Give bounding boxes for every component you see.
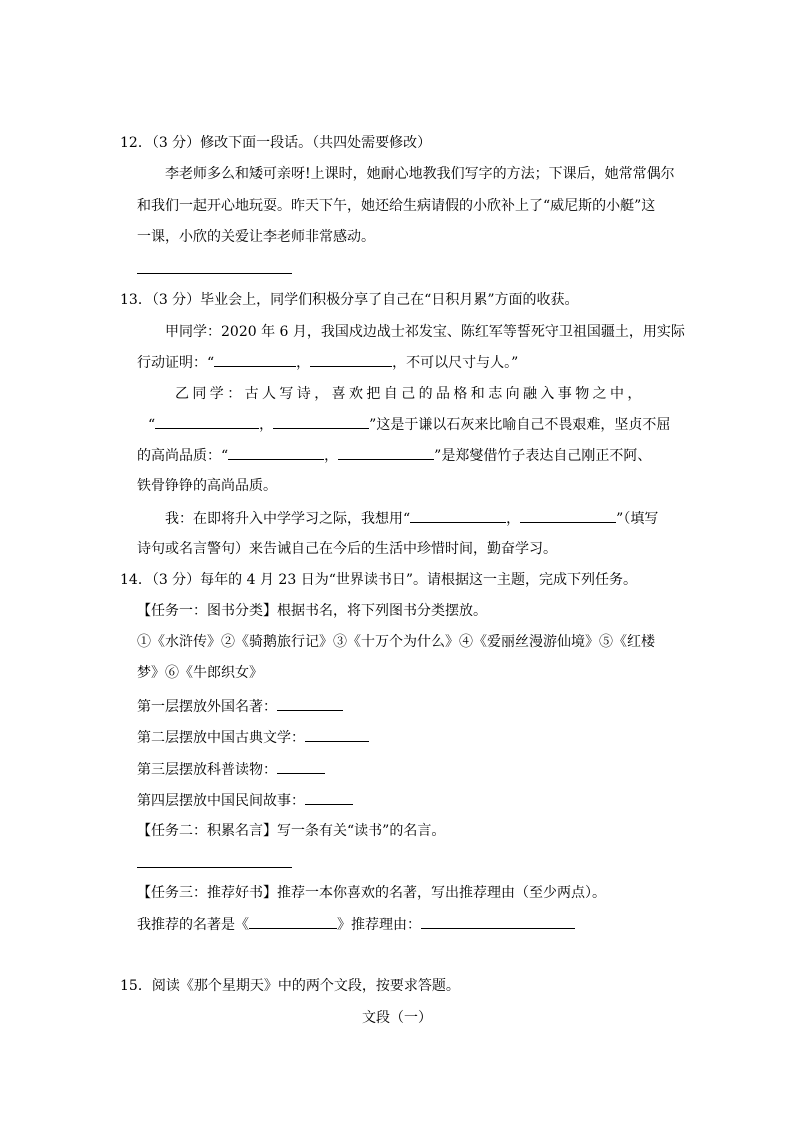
q14-books-line-1: ①《水浒传》②《骑鹅旅行记》③《十万个为什么》④《爱丽丝漫游仙境》⑤《红楼 xyxy=(137,634,655,650)
q13-blank-5[interactable] xyxy=(228,445,324,460)
q14-shelf-4-blank[interactable] xyxy=(305,790,353,805)
q14-shelf-3: 第三层摆放科普读物： xyxy=(137,759,325,780)
q13-blank-6[interactable] xyxy=(338,445,434,460)
q12-header: 12．（3 分）修改下面一段话。（共四处需要修改） xyxy=(120,135,432,151)
q15-section-title: 文段（一） xyxy=(362,1010,432,1026)
q14-task-1: 【任务一：图书分类】根据书名，将下列图书分类摆放。 xyxy=(137,603,487,619)
q13-wo-line-1: 我：在即将升入中学学习之际，我想用“ ， ”（填写 xyxy=(165,508,658,529)
q13-yi-line-1: 乙同学：古人写诗，喜欢把自己的品格和志向融入事物之中， xyxy=(175,386,645,402)
q14-shelf-1: 第一层摆放外国名著： xyxy=(137,696,343,717)
q13-wo-line-2: 诗句或名言警句）来告诫自己在今后的生活中珍惜时间，勤奋学习。 xyxy=(137,541,557,557)
q13-blank-7[interactable] xyxy=(410,508,506,523)
q14-header: 14．（3 分）每年的 4 月 23 日为“世界读书日”。请根据这一主题，完成下列任务。 xyxy=(120,572,638,588)
q14-shelf-2: 第二层摆放中国古典文学： xyxy=(137,727,369,748)
q13-blank-2[interactable] xyxy=(310,352,392,367)
q12-passage-line-1: 李老师多么和矮可亲呀!上课时，她耐心地教我们写字的方法；下课后，她常常偶尔 xyxy=(165,166,675,182)
q14-task-2: 【任务二：积累名言】写一条有关“读书”的名言。 xyxy=(137,823,446,839)
q14-shelf-1-blank[interactable] xyxy=(277,696,343,711)
q15-header: 15．阅读《那个星期天》中的两个文段，按要求答题。 xyxy=(120,978,460,994)
q13-yi-line-2: “ ， ”这是于谦以石灰来比喻自己不畏艰难，坚贞不屈 xyxy=(148,414,670,435)
q13-blank-3[interactable] xyxy=(155,414,259,429)
q13-blank-1[interactable] xyxy=(214,352,296,367)
q14-book-title-blank[interactable] xyxy=(249,914,337,929)
q12-passage-line-3: 一课，小欣的关爱让李老师非常感动。 xyxy=(137,229,375,245)
q13-blank-4[interactable] xyxy=(273,414,369,429)
q14-books-line-2: 梦》⑥《牛郎织女》 xyxy=(137,665,263,681)
q14-reason-blank[interactable] xyxy=(421,914,575,929)
q13-yi-line-4: 铁骨铮铮的高尚品质。 xyxy=(137,478,277,494)
q13-jia-line-2: 行动证明：“ ， ，不可以尺寸与人。” xyxy=(137,352,518,373)
q14-shelf-4: 第四层摆放中国民间故事： xyxy=(137,790,353,811)
q14-recommend-line: 我推荐的名著是《 》推荐理由： xyxy=(137,914,575,935)
q13-blank-8[interactable] xyxy=(520,508,616,523)
q13-header: 13．（3 分）毕业会上，同学们积极分享了自己在“日积月累”方面的收获。 xyxy=(120,292,579,308)
q14-task-3: 【任务三：推荐好书】推荐一本你喜欢的名著，写出推荐理由（至少两点）。 xyxy=(137,885,606,901)
q12-passage-line-2: 和我们一起开心地玩耍。昨天下午，她还给生病请假的小欣补上了“威尼斯的小艇”这 xyxy=(137,198,656,214)
q14-shelf-3-blank[interactable] xyxy=(277,759,325,774)
q14-shelf-2-blank[interactable] xyxy=(305,727,369,742)
q12-answer-line[interactable] xyxy=(137,273,292,274)
q13-yi-line-3: 的高尚品质：“ ， ”是郑燮借竹子表达自己刚正不阿、 xyxy=(137,445,651,466)
q13-jia-line-1: 甲同学：2020 年 6 月，我国戍边战士祁发宝、陈红军等誓死守卫祖国疆土，用实际 xyxy=(165,324,685,340)
q14-task-2-answer-line[interactable] xyxy=(137,867,292,868)
